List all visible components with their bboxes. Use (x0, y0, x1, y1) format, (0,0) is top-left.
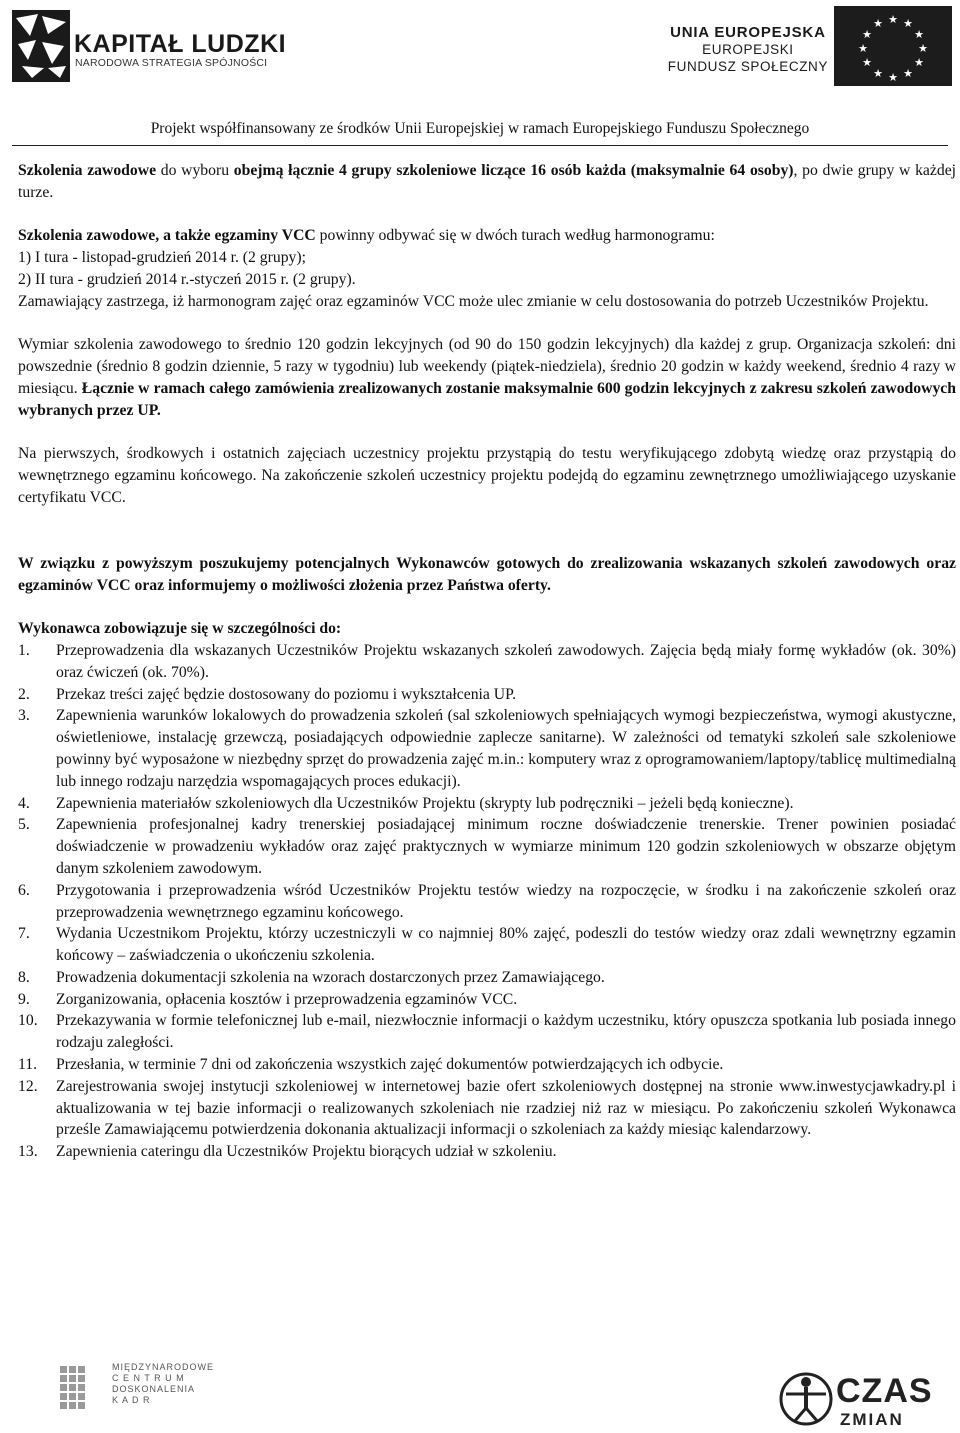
obligations-list (18, 640, 956, 1163)
header-divider (12, 145, 948, 146)
para2-text-1: powinny odbywać się w dwóch turach według harmonogramu: (315, 227, 715, 245)
czas-title: CZAS (836, 1372, 933, 1410)
obligation-item (18, 1054, 956, 1076)
svg-text:★: ★ (903, 67, 913, 80)
svg-text:★: ★ (914, 56, 924, 69)
svg-text:★: ★ (888, 71, 898, 84)
obligations-heading (18, 618, 956, 640)
project-cofinancing-line: Projekt współfinansowany ze środków Unii Europejskiej w ramach Europejskiego Funduszu Społecznego (150, 120, 810, 137)
czas-zmian-logo (778, 1370, 948, 1430)
svg-text:★: ★ (914, 28, 924, 41)
obligation-text: Przekazywania w formie telefonicznej lub e-mail, niezwłocznie informacji o każdym uczestniku, który opuszcza spotkania lub posiada innego rodzaju zaległości. (56, 1012, 956, 1052)
obligation-number: 2. (18, 685, 30, 703)
paragraph-call-for-offers (18, 553, 956, 597)
obligation-number: 7. (18, 925, 30, 943)
obligation-text: Zorganizowania, opłacenia kosztów i przeprowadzenia egzaminów VCC. (56, 990, 518, 1008)
kapital-ludzki-title: KAPITAŁ LUDZKI (74, 30, 287, 58)
svg-text:★: ★ (888, 13, 898, 26)
obligation-text: Zapewnienia profesjonalnej kadry trenerskiej posiadającej minimum roczne doświadczenie trenerskie. Trener powinien posiadać doświadczenie w prowadzeniu wykładów oraz zajęć praktycznych w wymiarze minimum 120 godzin szkoleniowych w obszarze objętym danym szkoleniem zawodowym. (56, 816, 956, 877)
obligation-item (18, 814, 956, 879)
obligations-heading-text: Wykonawca zobowiązuje się w szczególności do: (18, 620, 342, 638)
obligation-text: Przekaz treści zajęć będzie dostosowany do poziomu i wykształcenia UP. (56, 685, 517, 703)
obligation-item (18, 793, 956, 815)
obligation-number: 13. (18, 1143, 38, 1161)
svg-text:★: ★ (862, 56, 872, 69)
eu-line-3: FUNDUSZ SPOŁECZNY (667, 59, 828, 74)
document-body (18, 160, 956, 1163)
schedule-line-1: 1) I tura - listopad-grudzień 2014 r. (2 grupy); (18, 249, 306, 267)
obligation-text: Przeprowadzenia dla wskazanych Uczestników Projektu wskazanych szkoleń zawodowych. Zajęcia będą miały formę wykładów (ok. 30%) oraz ćwiczeń (ok. 70%). (56, 641, 956, 681)
page-header (0, 0, 960, 150)
obligation-number: 11. (18, 1056, 38, 1074)
eu-line-2: EUROPEJSKI (702, 42, 794, 57)
mcdk-emblem-icon (58, 1360, 108, 1418)
paragraph-training-scope (18, 334, 956, 421)
para3-text-1: Wymiar szkolenia zawodowego to średnio 120 godzin lekcyjnych (od 90 do 150 godzin lekcyjnych) dla każdej z grup. Organizacja szkoleń: dni powszednie (średnio 8 godzin dziennie, 5 razy w tygodniu) lub weekendy (piątek-niedziela), średnio 20 godzin w każdy weekend, średnio 4 razy w miesiącu. (18, 336, 956, 397)
obligation-text: Przygotowania i przeprowadzenia wśród Uczestników Projektu testów wiedzy na rozpoczęcie, w środku i na zakończenie szkoleń oraz przeprowadzenia wewnętrznego egzaminu końcowego. (56, 881, 956, 921)
mcdk-line-2: C E N T R U M (112, 1373, 185, 1383)
obligation-number: 3. (18, 707, 30, 725)
svg-text:★: ★ (918, 42, 928, 55)
obligation-item (18, 1141, 956, 1163)
obligation-text: Wydania Uczestnikom Projektu, którzy uczestniczyli w co najmniej 80% zajęć, podeszli do testów wiedzy oraz zdali wewnętrzny egzamin końcowy – zaświadczenia o ukończeniu szkolenia. (56, 925, 956, 965)
obligation-number: 8. (18, 968, 30, 986)
para2-bold-1: Szkolenia zawodowe, a także egzaminy VCC (18, 227, 316, 245)
obligation-item (18, 1076, 956, 1141)
obligation-item (18, 705, 956, 792)
obligation-item (18, 640, 956, 684)
mcdk-line-3: DOSKONALENIA (112, 1384, 196, 1394)
obligation-number: 1. (18, 641, 30, 659)
obligation-item (18, 880, 956, 924)
obligation-text: Przesłania, w terminie 7 dni od zakończenia wszystkich zajęć dokumentów potwierdzających ich odbycie. (56, 1056, 724, 1074)
svg-text:★: ★ (873, 17, 883, 30)
eu-fund-text (668, 24, 828, 75)
obligation-number: 10. (18, 1012, 38, 1030)
obligation-text: Zapewnienia warunków lokalowych do prowadzenia szkoleń (sal szkoleniowych spełniających wymogi bezpieczeństwa, wymogi akustyczne, oświetleniowe, instalację grzewczą, posiadających odpowiednie zaplecze sanitarne). W zależności od tematyki szkoleń sale szkoleniowe powinny być wyposażone w niezbędny sprzęt do prowadzenia zajęć m.in.: komputery wraz z oprogramowaniem/laptopy/tablicę multimedialną lub innego rodzaju narzędzia wspomagających proces edukacji). (56, 707, 956, 790)
page-footer (0, 1350, 960, 1433)
para1-bold-1: Szkolenia zawodowe (18, 162, 157, 179)
svg-text:★: ★ (862, 28, 872, 41)
obligation-item (18, 989, 956, 1011)
mcdk-text (112, 1362, 214, 1406)
svg-text:★: ★ (858, 42, 868, 55)
zmian-title: ZMIAN (840, 1410, 904, 1429)
obligation-text: Zapewnienia materiałów szkoleniowych dla Uczestników Projektu (skrypty lub podręczniki – jeżeli będą konieczne). (56, 794, 794, 812)
mcdk-line-4: K A D R (112, 1395, 151, 1405)
para1-text-1: do wyboru (156, 162, 234, 179)
para1-text-2: , po dwie grupy w każdej turze. (18, 162, 957, 201)
paragraph-tests: Na pierwszych, środkowych i ostatnich zajęciach uczestnicy projektu przystąpią do testu weryfikującego zdobytą wiedzę oraz przystąpią do wewnętrznego egzaminu końcowego. Na zakończenie szkoleń uczestnicy projektu podejdą do egzaminu zewnętrznego umożliwiającego uzyskanie certyfikatu VCC. (18, 445, 956, 506)
obligation-number: 12. (18, 1077, 38, 1095)
obligation-item (18, 684, 956, 706)
schedule-note: Zamawiający zastrzega, iż harmonogram zajęć oraz egzaminów VCC może ulec zmianie w celu dostosowania do potrzeb Uczestników Projektu. (18, 292, 929, 310)
eu-flag-icon (834, 6, 952, 86)
obligation-item (18, 967, 956, 989)
schedule-line-2: 2) II tura - grudzień 2014 r.-styczeń 2015 r. (2 grupy). (18, 270, 356, 288)
obligation-number: 5. (18, 816, 30, 834)
obligation-number: 9. (18, 990, 30, 1008)
obligation-number: 4. (18, 794, 30, 812)
obligation-text: Zapewnienia cateringu dla Uczestników Projektu biorących udział w szkoleniu. (56, 1143, 557, 1161)
paragraph-groups (18, 160, 956, 204)
mcdk-line-1: MIĘDZYNARODOWE (112, 1362, 215, 1372)
kapital-ludzki-subtitle: NARODOWA STRATEGIA SPÓJNOŚCI (75, 57, 268, 69)
vitruvian-figure-icon (778, 1370, 834, 1428)
obligation-item (18, 923, 956, 967)
eu-line-1: UNIA EUROPEJSKA (670, 24, 826, 41)
svg-text:★: ★ (903, 17, 913, 30)
obligation-text: Zarejestrowania swojej instytucji szkoleniowej w internetowej bazie ofert szkoleniowych dostępnej na stronie www.inwestycjawkadry.pl i aktualizowania w tej bazie informacji o realizowanych szkoleniach nie rzadziej niż raz w miesiącu. Po zakończeniu szkoleń Wykonawca prześle Zamawiającemu potwierdzenia dokonania aktualizacji informacji o szkoleniach za każdy miesiąc kalendarzowy. (56, 1077, 956, 1139)
obligation-number: 6. (18, 881, 30, 899)
para5-bold: W związku z powyższym poszukujemy potencjalnych Wykonawców gotowych do zrealizowania wskazanych szkoleń zawodowych oraz egzaminów VCC oraz informujemy o możliwości złożenia przez Państwa oferty. (18, 554, 956, 594)
obligation-text: Prowadzenia dokumentacji szkolenia na wzorach dostarczonych przez Zamawiającego. (56, 968, 605, 986)
svg-text:★: ★ (873, 67, 883, 80)
para1-bold-2: obejmą łącznie 4 grupy szkoleniowe liczące 16 osób każda (maksymalnie 64 osoby) (233, 162, 794, 179)
para3-bold-1: Łącznie w ramach całego zamówienia zrealizowanych zostanie maksymalnie 600 godzin lekcyjnych z zakresu szkoleń zawodowych wybranych przez UP. (18, 379, 956, 419)
kapital-ludzki-emblem-icon (8, 6, 74, 86)
paragraph-schedule (18, 225, 956, 247)
obligation-item (18, 1010, 956, 1054)
